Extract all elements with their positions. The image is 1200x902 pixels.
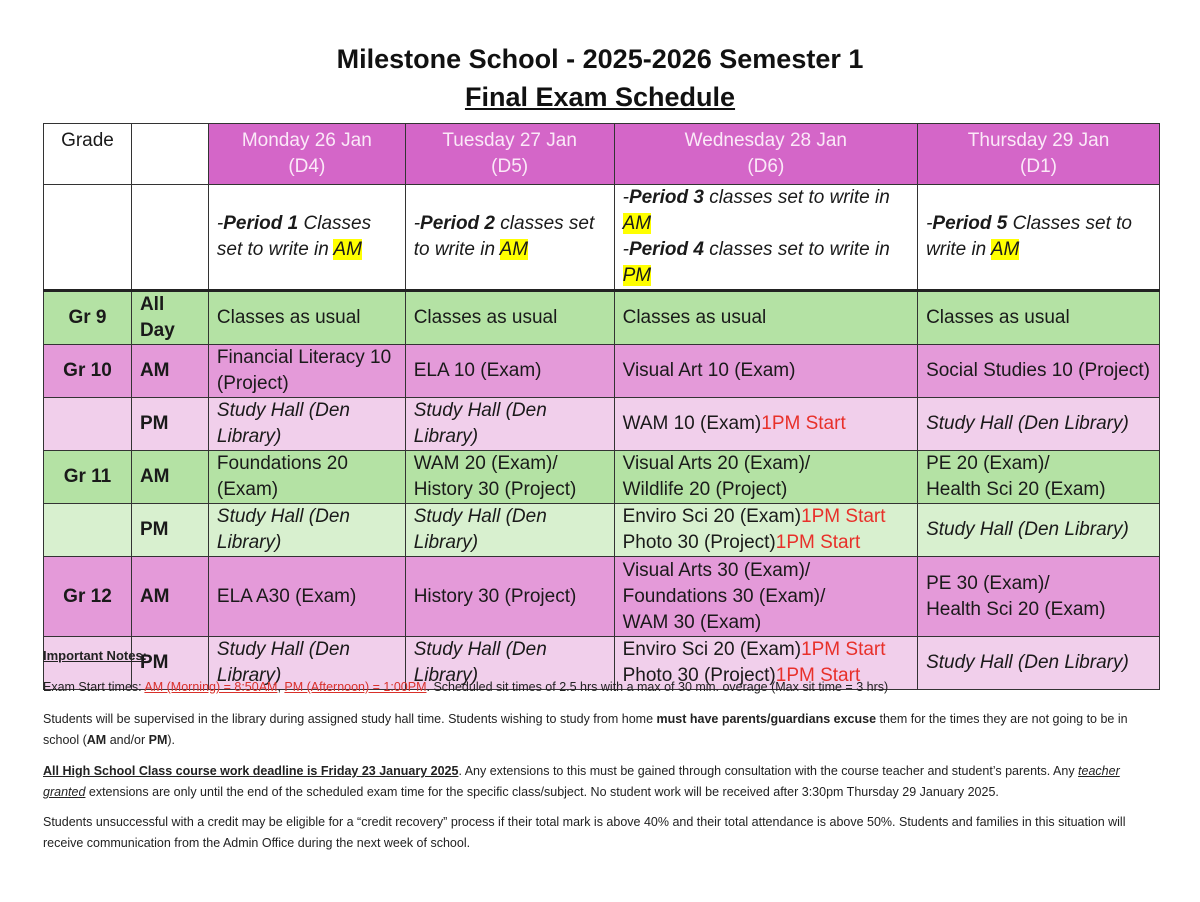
period-note-thursday [918,185,1160,291]
note-prefix: - [622,239,629,260]
page-title: Milestone School - 2025-2026 Semester 1 [336,44,864,74]
table-row-gr9 [44,291,1160,345]
course-text: Photo 30 (Project) [622,665,776,686]
note-text: Classes set to write in [926,213,1132,260]
note-text: Exam Start times: [43,680,145,694]
note-text: them for the times they are not going to be in school ( [43,712,1128,747]
schedule-cell: Classes as usual [208,291,405,345]
course-text: Visual Arts 20 (Exam)/ [622,453,811,474]
grade-label: Gr 11 [44,451,132,504]
table-row-gr11-pm [44,504,1160,557]
course-text: PE 20 (Exam)/ [926,453,1050,474]
course-text: WAM 30 (Exam) [622,611,762,633]
course-text: WAM 20 (Exam)/ [413,453,558,474]
schedule-cell: Study Hall (Den Library) [405,504,614,557]
note-text: extensions are only until the end of the scheduled exam time for the specific class/subject. No student work will be received after 3:30pm Thursday 29 January 2025. [85,785,999,799]
day-header-tuesday [405,124,614,185]
slot-highlight: AM [622,213,652,234]
course-text: Visual Arts 30 (Exam)/ [622,559,811,581]
start-time-flag: 1PM Start [775,665,861,686]
schedule-cell: Study Hall (Den Library) [405,637,614,690]
note-text: . Scheduled sit times of 2.5 hrs with a max of 30 min. overage (Max sit time = 3 hrs) [426,680,889,694]
time-label: AM [131,451,208,504]
table-row-gr10-am [44,345,1160,398]
empty-cell [44,185,132,291]
day-code: (D1) [1020,156,1057,177]
schedule-cell: Study Hall (Den Library) [918,398,1160,451]
time-label: AM [131,345,208,398]
note-emphasis: AM [86,733,107,747]
period-label: Period 4 [628,239,704,260]
note-text: classes set to write in [703,187,890,208]
schedule-cell: Visual Art 10 (Exam) [614,345,917,398]
period-label: Period 3 [628,187,704,208]
note-study-hall [43,709,1143,751]
schedule-cell: ELA A30 (Exam) [208,557,405,637]
day-name: Wednesday 28 Jan [684,130,847,151]
day-code: (D4) [288,156,326,177]
course-text: Enviro Sci 20 (Exam) [622,506,802,527]
note-credit-recovery: Students unsuccessful with a credit may be eligible for a “credit recovery” process if their total mark is above 40% and their total attendance is above 50%. Students and families in this situation will receive communication from the Admin Office during the next week of school. [43,815,1126,850]
time-label: All Day [131,291,208,345]
course-text: Enviro Sci 20 (Exam) [622,639,802,660]
note-deadline [43,761,1143,803]
pm-start-time: PM (Afternoon) = 1:00PM [284,680,427,694]
schedule-cell: Social Studies 10 (Project) [918,345,1160,398]
schedule-cell [614,451,917,504]
start-time-flag: 1PM Start [801,639,886,660]
note-text: classes set to write in [703,239,890,260]
course-text: PE 30 (Exam)/ [926,572,1050,594]
note-emphasis: PM [148,733,168,747]
empty-cell [44,504,132,557]
course-text: Wildlife 20 (Project) [622,479,788,500]
schedule-cell [614,398,917,451]
grade-label: Gr 9 [44,291,132,345]
note-text: ). [167,733,176,747]
note-text: , [277,680,285,694]
table-row-gr10-pm [44,398,1160,451]
schedule-cell: Financial Literacy 10 (Project) [208,345,405,398]
note-text: classes set to write in [413,213,595,260]
slot-highlight: AM [333,239,362,260]
period-label: Period 5 [932,213,1008,234]
note-start-times [43,677,1143,698]
day-code: (D5) [491,156,529,177]
start-time-flag: 1PM Start [775,532,861,553]
note-emphasis: teacher granted [43,764,1120,799]
day-header-monday [208,124,405,185]
schedule-cell: History 30 (Project) [405,557,614,637]
course-text: Health Sci 20 (Exam) [926,479,1106,500]
schedule-cell [918,557,1160,637]
day-header-wednesday [614,124,917,185]
period-note-tuesday [405,185,614,291]
schedule-cell: Classes as usual [918,291,1160,345]
day-name: Tuesday 27 Jan [442,130,577,151]
period-label: Period 1 [223,213,299,234]
schedule-cell: Study Hall (Den Library) [918,637,1160,690]
course-text: Foundations 30 (Exam)/ [622,585,826,607]
time-column-header [131,124,208,185]
table-row-gr11-am [44,451,1160,504]
course-text: History 30 (Project) [413,479,577,500]
schedule-cell: ELA 10 (Exam) [405,345,614,398]
notes-heading: Important Notes: [43,648,147,663]
schedule-cell: Study Hall (Den Library) [405,398,614,451]
deadline-text: All High School Class course work deadline is Friday 23 January 2025 [43,764,459,778]
note-text: and/or [106,733,149,747]
note-prefix: - [622,187,629,208]
slot-highlight: PM [622,265,652,286]
course-text: Health Sci 20 (Exam) [926,598,1106,620]
start-time-flag: 1PM Start [761,413,846,434]
time-label: PM [131,637,208,690]
schedule-cell: Classes as usual [614,291,917,345]
slot-highlight: AM [499,239,529,260]
note-prefix: - [216,213,224,234]
grade-label: Gr 10 [44,345,132,398]
page-subtitle: Final Exam Schedule [464,82,736,112]
note-text: . Any extensions to this must be gained through consultation with the course teacher and student’s parents. Any [458,764,1079,778]
note-prefix: - [926,213,933,234]
schedule-cell [614,504,917,557]
period-note-wednesday [614,185,917,291]
schedule-cell: Study Hall (Den Library) [208,504,405,557]
note-text: Classes set to write in [216,213,372,260]
am-start-time: AM (Morning) = 8:50AM [144,680,278,694]
empty-cell [44,398,132,451]
note-text: Students will be supervised in the library during assigned study hall time. Students wishing to study from home [43,712,657,726]
schedule-cell [614,557,917,637]
day-name: Monday 26 Jan [241,130,372,151]
grade-label: Gr 12 [44,557,132,637]
schedule-cell: Study Hall (Den Library) [208,637,405,690]
note-prefix: - [413,213,421,234]
day-code: (D6) [747,156,785,177]
period-notes-row [44,185,1160,291]
schedule-cell [405,451,614,504]
day-name: Thursday 29 Jan [967,130,1110,151]
time-label: PM [131,398,208,451]
schedule-cell [918,451,1160,504]
start-time-flag: 1PM Start [801,506,886,527]
note-emphasis: must have parents/guardians excuse [656,712,877,726]
schedule-cell: Foundations 20 (Exam) [208,451,405,504]
course-text: Photo 30 (Project) [622,532,776,553]
schedule-cell: Classes as usual [405,291,614,345]
time-label: PM [131,504,208,557]
header-row [44,124,1160,185]
period-label: Period 2 [420,213,496,234]
time-label: AM [131,557,208,637]
empty-cell [131,185,208,291]
table-row-gr12-am [44,557,1160,637]
period-note-monday [208,185,405,291]
schedule-cell: Study Hall (Den Library) [208,398,405,451]
schedule-cell: Study Hall (Den Library) [918,504,1160,557]
course-text: WAM 10 (Exam) [622,413,762,434]
grade-column-header: Grade [44,124,132,185]
exam-schedule-table [43,123,1160,690]
slot-highlight: AM [990,239,1020,260]
day-header-thursday [918,124,1160,185]
